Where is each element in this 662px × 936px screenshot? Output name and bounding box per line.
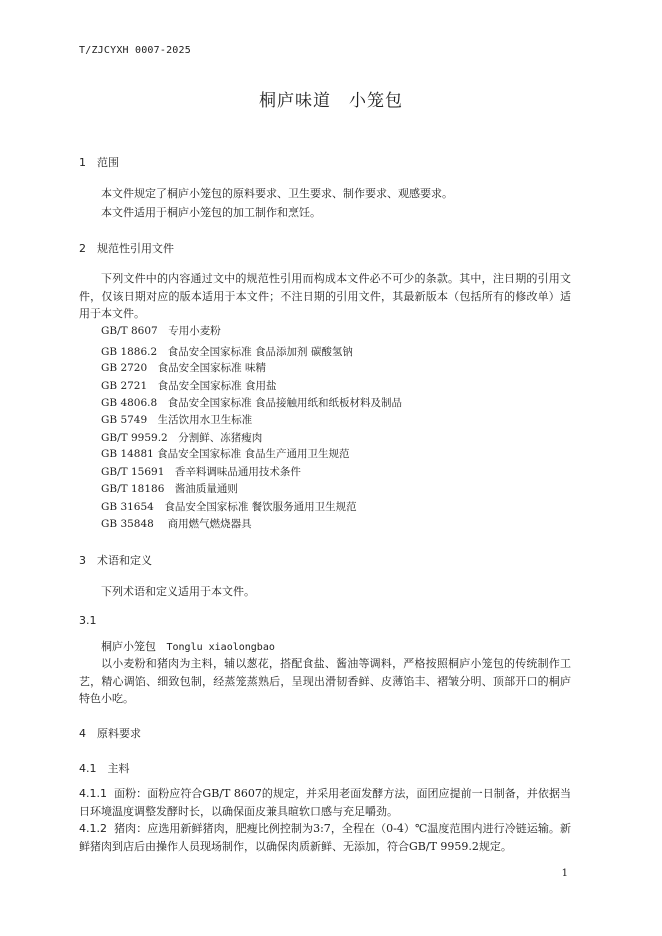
document-title: 桐庐味道 小笼包 [259,91,403,111]
term-definition: 以小麦粉和猪肉为主料，辅以葱花，搭配食盐、酱油等调料，严格按照桐庐小笼包的传统制作工艺，精心调馅、细致包制，经蒸笼蒸熟后，呈现出滑韧香鲜、皮薄馅丰、褶皱分明、顶部开口的桐庐特色小吃。 [79,657,571,705]
item-4-1-2 [79,820,571,855]
term-number: 3.1 [79,614,97,627]
reference-item: GB 4806.8 食品安全国家标准 食品接触用纸和纸板材料及制品 [101,397,403,409]
reference-item: GB 2720 食品安全国家标准 味精 [101,362,267,374]
item-4-1-1 [79,785,571,820]
section-1-paragraph-1: 本文件规定了桐庐小笼包的原料要求、卫生要求、制作要求、观感要求。 [101,187,453,200]
reference-item: GB/T 8607 专用小麦粉 [101,325,221,337]
reference-item: GB 31654 食品安全国家标准 餐饮服务通用卫生规范 [101,501,357,513]
section-1-heading: 1 范围 [79,156,119,169]
item-text: 面粉：面粉应符合GB/T 8607的规定，并采用老面发酵方法，面团应提前一日制备，并依据当日环境温度调整发酵时长，以确保面皮兼具暄软口感与充足嚼劲。 [79,787,571,818]
section-4-1-heading: 4.1 主料 [79,762,130,775]
reference-item: GB/T 15691 香辛料调味品通用技术条件 [101,466,301,478]
section-1-paragraph-2: 本文件适用于桐庐小笼包的加工制作和烹饪。 [101,206,321,219]
term-heading [101,638,275,654]
reference-item: GB 14881 食品安全国家标准 食品生产通用卫生规范 [101,448,350,460]
reference-item: GB/T 9959.2 分割鲜、冻猪瘦肉 [101,432,263,444]
document-code: T/ZJCYXH 0007-2025 [79,45,191,56]
section-3-intro: 下列术语和定义适用于本文件。 [101,585,255,598]
reference-item: GB 35848 商用燃气燃烧器具 [101,518,252,530]
reference-item: GB 5749 生活饮用水卫生标准 [101,414,253,426]
section-2-heading: 2 规范性引用文件 [79,242,174,255]
reference-item: GB/T 18186 酱油质量通则 [101,483,238,495]
section-3-heading: 3 术语和定义 [79,554,152,567]
item-number: 4.1.1 [79,787,107,800]
reference-item: GB 1886.2 食品安全国家标准 食品添加剂 碳酸氢钠 [101,346,353,358]
item-number: 4.1.2 [79,822,107,835]
reference-item: GB 2721 食品安全国家标准 食用盐 [101,380,277,392]
item-text: 猪肉：应选用新鲜猪肉，肥瘦比例控制为3:7，全程在（0-4）℃温度范围内进行冷链运输。新鲜猪肉到店后由操作人员现场制作，以确保肉质新鲜、无添加，符合GB/T 9959.2规定。 [79,822,571,853]
section-2-intro: 下列文件中的内容通过文中的规范性引用而构成本文件必不可少的条款。其中，注日期的引用文件，仅该日期对应的版本适用于本文件；不注日期的引用文件，其最新版本（包括所有的修改单）适用于本文件。 [79,272,571,320]
term-name-en: Tonglu xiaolongbao [166,642,275,653]
term-name-cn: 桐庐小笼包 [101,640,156,653]
section-4-heading: 4 原料要求 [79,727,141,740]
page-number: 1 [561,868,568,879]
